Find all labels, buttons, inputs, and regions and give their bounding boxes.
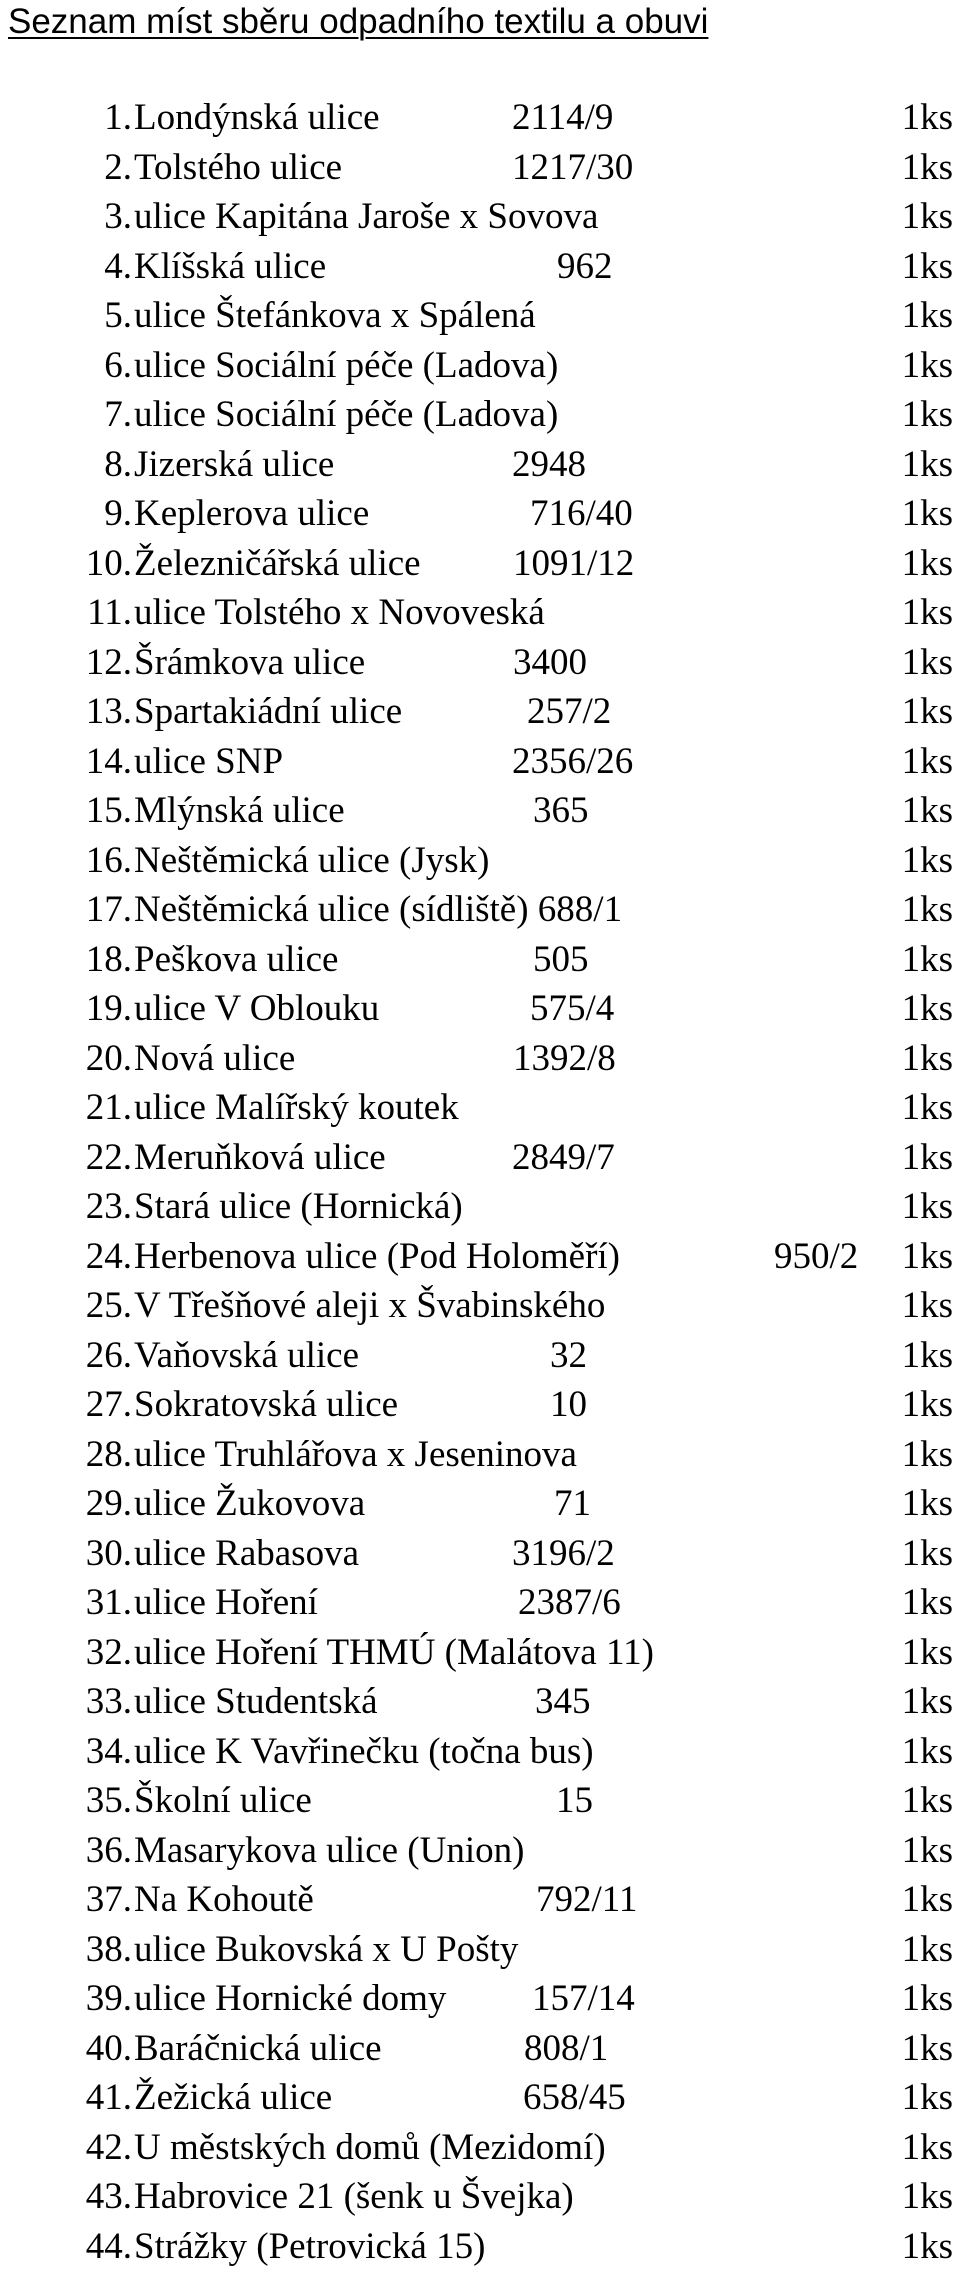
item-quantity: 1ks [901, 889, 953, 930]
item-quantity: 1ks [901, 691, 953, 732]
list-item [0, 638, 960, 688]
item-number: 11. [87, 592, 132, 633]
item-number: 29. [85, 1483, 132, 1524]
item-address-number: 10 [550, 1384, 587, 1425]
list-item [0, 1479, 960, 1529]
item-quantity: 1ks [901, 1879, 953, 1920]
item-number: 38. [85, 1928, 132, 1970]
item-number: 4. [104, 245, 132, 287]
item-quantity: 1ks [901, 938, 953, 980]
page-title: Seznam míst sběru odpadního textilu a obuvi [8, 2, 709, 41]
item-address-number: 658/45 [523, 2077, 626, 2118]
item-location: Klíšská ulice [134, 245, 327, 287]
list-item [0, 242, 960, 292]
item-quantity: 1ks [901, 1730, 953, 1772]
item-quantity: 1ks [901, 1235, 953, 1277]
item-quantity: 1ks [901, 839, 953, 881]
item-location: Vaňovská ulice [134, 1334, 360, 1376]
item-address-number: 716/40 [530, 493, 633, 534]
item-quantity: 1ks [901, 295, 953, 336]
item-location: Na Kohoutě [134, 1879, 314, 1920]
item-number: 36. [85, 1829, 132, 1871]
item-quantity: 1ks [901, 1087, 953, 1128]
item-quantity: 1ks [901, 1532, 953, 1574]
list-item [0, 984, 960, 1034]
list-item [0, 390, 960, 440]
item-number: 43. [85, 2176, 132, 2217]
list-item [0, 291, 960, 341]
item-quantity: 1ks [901, 1334, 953, 1376]
item-number: 18. [85, 938, 132, 980]
item-number: 15. [85, 790, 132, 831]
item-quantity: 1ks [901, 2225, 953, 2267]
item-number: 19. [85, 988, 132, 1029]
item-address-number: 2849/7 [512, 1136, 615, 1178]
item-quantity: 1ks [901, 344, 953, 386]
list-item [0, 588, 960, 638]
list-item [0, 786, 960, 836]
list-item [0, 1974, 960, 2024]
item-location: ulice Sociální péče (Ladova) [134, 394, 559, 435]
item-location: ulice Truhlářova x Jeseninova [134, 1433, 577, 1475]
item-location: ulice V Oblouku [134, 988, 380, 1029]
item-location: Neštěmická ulice (sídliště) 688/1 [134, 889, 623, 930]
list-item [0, 737, 960, 787]
item-address-number: 950/2 [774, 1235, 859, 1277]
item-quantity: 1ks [901, 988, 953, 1029]
list-item [0, 1875, 960, 1925]
item-location: Žežická ulice [134, 2077, 333, 2118]
list-item [0, 885, 960, 935]
item-number: 14. [85, 740, 132, 782]
list-item [0, 1034, 960, 1084]
list-item [0, 1232, 960, 1282]
item-location: Sokratovská ulice [134, 1384, 399, 1425]
item-quantity: 1ks [901, 2176, 953, 2217]
item-location: Školní ulice [134, 1780, 312, 1821]
item-quantity: 1ks [901, 245, 953, 287]
item-number: 17. [85, 889, 132, 930]
item-number: 1. [104, 97, 132, 138]
item-location: Neštěmická ulice (Jysk) [134, 839, 490, 881]
list-item [0, 1826, 960, 1876]
item-quantity: 1ks [901, 2077, 953, 2118]
list-item [0, 1083, 960, 1133]
item-quantity: 1ks [901, 1829, 953, 1871]
item-location: Železničářská ulice [134, 542, 421, 584]
item-number: 26. [85, 1334, 132, 1376]
item-address-number: 2948 [512, 443, 586, 485]
item-location: Meruňková ulice [134, 1136, 386, 1178]
list-item [0, 2222, 960, 2272]
item-address-number: 1392/8 [513, 1037, 616, 1079]
list-item [0, 2024, 960, 2074]
item-location: ulice Žukovova [134, 1483, 366, 1524]
item-number: 20. [85, 1037, 132, 1079]
item-address-number: 32 [550, 1334, 587, 1376]
item-number: 27. [85, 1384, 132, 1425]
item-quantity: 1ks [901, 641, 953, 683]
item-quantity: 1ks [901, 1631, 953, 1673]
item-location: Herbenova ulice (Pod Holoměří) [134, 1235, 620, 1277]
item-quantity: 1ks [901, 1681, 953, 1722]
item-location: Stará ulice (Hornická) [134, 1186, 463, 1227]
item-number: 28. [85, 1433, 132, 1475]
collection-points-list [0, 93, 960, 2271]
list-item [0, 687, 960, 737]
item-number: 2. [104, 146, 132, 188]
item-number: 23. [85, 1186, 132, 1227]
item-address-number: 345 [535, 1681, 591, 1722]
item-location: ulice Bukovská x U Pošty [134, 1928, 519, 1970]
item-address-number: 71 [554, 1483, 591, 1524]
item-number: 39. [85, 1978, 132, 2019]
list-item [0, 836, 960, 886]
item-location: ulice Kapitána Jaroše x Sovova [134, 196, 599, 237]
item-location: Baráčnická ulice [134, 2027, 382, 2069]
item-number: 6. [104, 344, 132, 386]
item-location: ulice Malířský koutek [134, 1087, 459, 1128]
item-number: 5. [104, 295, 132, 336]
item-number: 21. [85, 1087, 132, 1128]
item-location: Mlýnská ulice [134, 790, 345, 831]
item-number: 42. [85, 2126, 132, 2168]
item-quantity: 1ks [901, 542, 953, 584]
item-location: Peškova ulice [134, 938, 339, 980]
list-item [0, 1182, 960, 1232]
item-quantity: 1ks [901, 592, 953, 633]
item-location: Keplerova ulice [134, 493, 370, 534]
item-number: 3. [104, 196, 132, 237]
item-location: ulice Hornické domy [134, 1978, 447, 2019]
item-number: 30. [85, 1532, 132, 1574]
item-address-number: 808/1 [524, 2027, 609, 2069]
item-location: ulice K Vavřinečku (točna bus) [134, 1730, 594, 1772]
list-item [0, 1727, 960, 1777]
item-location: U městských domů (Mezidomí) [134, 2126, 606, 2168]
item-address-number: 962 [557, 245, 613, 287]
list-item [0, 2172, 960, 2222]
item-location: ulice Rabasova [134, 1532, 359, 1574]
list-item [0, 1677, 960, 1727]
list-item [0, 143, 960, 193]
item-address-number: 792/11 [536, 1879, 638, 1920]
list-item [0, 341, 960, 391]
item-location: Habrovice 21 (šenk u Švejka) [134, 2176, 574, 2217]
item-quantity: 1ks [901, 196, 953, 237]
item-address-number: 1217/30 [512, 146, 634, 188]
item-quantity: 1ks [901, 790, 953, 831]
item-quantity: 1ks [901, 1928, 953, 1970]
list-item [0, 192, 960, 242]
list-item [0, 2073, 960, 2123]
item-number: 25. [85, 1285, 132, 1326]
item-quantity: 1ks [901, 1037, 953, 1079]
item-quantity: 1ks [901, 1433, 953, 1475]
item-number: 12. [85, 641, 132, 683]
item-number: 7. [104, 394, 132, 435]
item-location: Masarykova ulice (Union) [134, 1829, 525, 1871]
item-address-number: 157/14 [532, 1978, 635, 2019]
item-number: 44. [85, 2225, 132, 2267]
item-quantity: 1ks [901, 394, 953, 435]
item-location: Jizerská ulice [134, 443, 335, 485]
item-address-number: 15 [556, 1780, 593, 1821]
list-item [0, 489, 960, 539]
item-location: ulice SNP [134, 740, 284, 782]
item-location: Strážky (Petrovická 15) [134, 2225, 486, 2267]
item-quantity: 1ks [901, 1483, 953, 1524]
item-number: 10. [85, 542, 132, 584]
item-number: 9. [104, 493, 132, 534]
list-item [0, 1331, 960, 1381]
list-item [0, 1281, 960, 1331]
item-location: V Třešňové aleji x Švabinského [134, 1285, 606, 1326]
item-address-number: 2387/6 [518, 1582, 621, 1623]
item-address-number: 257/2 [527, 691, 612, 732]
item-quantity: 1ks [901, 97, 953, 138]
item-address-number: 575/4 [530, 988, 615, 1029]
item-number: 40. [85, 2027, 132, 2069]
item-location: Londýnská ulice [134, 97, 380, 138]
item-location: Tolstého ulice [134, 146, 343, 188]
item-location: ulice Studentská [134, 1681, 378, 1722]
item-quantity: 1ks [901, 1186, 953, 1227]
item-number: 33. [85, 1681, 132, 1722]
item-location: Spartakiádní ulice [134, 691, 403, 732]
item-address-number: 2356/26 [512, 740, 634, 782]
item-quantity: 1ks [901, 1136, 953, 1178]
item-address-number: 3400 [513, 641, 587, 683]
list-item [0, 1380, 960, 1430]
item-quantity: 1ks [901, 146, 953, 188]
list-item [0, 1529, 960, 1579]
item-address-number: 2114/9 [512, 97, 614, 138]
item-quantity: 1ks [901, 443, 953, 485]
item-number: 35. [85, 1780, 132, 1821]
item-address-number: 365 [533, 790, 589, 831]
list-item [0, 1430, 960, 1480]
list-item [0, 1628, 960, 1678]
item-quantity: 1ks [901, 1384, 953, 1425]
item-quantity: 1ks [901, 740, 953, 782]
item-number: 16. [85, 839, 132, 881]
item-quantity: 1ks [901, 2027, 953, 2069]
item-location: ulice Tolstého x Novoveská [134, 592, 545, 633]
item-number: 41. [85, 2077, 132, 2118]
item-location: ulice Štefánkova x Spálená [134, 295, 536, 336]
item-address-number: 1091/12 [513, 542, 635, 584]
item-quantity: 1ks [901, 1285, 953, 1326]
item-quantity: 1ks [901, 2126, 953, 2168]
list-item [0, 1925, 960, 1975]
item-address-number: 505 [533, 938, 589, 980]
item-number: 13. [85, 691, 132, 732]
item-location: Šrámkova ulice [134, 641, 366, 683]
item-quantity: 1ks [901, 1582, 953, 1623]
list-item [0, 2123, 960, 2173]
item-number: 24. [85, 1235, 132, 1277]
list-item [0, 1578, 960, 1628]
list-item [0, 440, 960, 490]
item-number: 31. [85, 1582, 132, 1623]
item-number: 32. [85, 1631, 132, 1673]
item-address-number: 3196/2 [512, 1532, 615, 1574]
item-number: 34. [85, 1730, 132, 1772]
item-number: 22. [85, 1136, 132, 1178]
item-number: 37. [85, 1879, 132, 1920]
item-location: ulice Sociální péče (Ladova) [134, 344, 559, 386]
item-location: ulice Hoření THMÚ (Malátova 11) [134, 1631, 654, 1673]
item-quantity: 1ks [901, 493, 953, 534]
list-item [0, 93, 960, 143]
item-location: Nová ulice [134, 1037, 296, 1079]
list-item [0, 935, 960, 985]
item-location: ulice Hoření [134, 1582, 318, 1623]
item-quantity: 1ks [901, 1978, 953, 2019]
item-quantity: 1ks [901, 1780, 953, 1821]
list-item [0, 1133, 960, 1183]
item-number: 8. [104, 443, 132, 485]
list-item [0, 1776, 960, 1826]
list-item [0, 539, 960, 589]
